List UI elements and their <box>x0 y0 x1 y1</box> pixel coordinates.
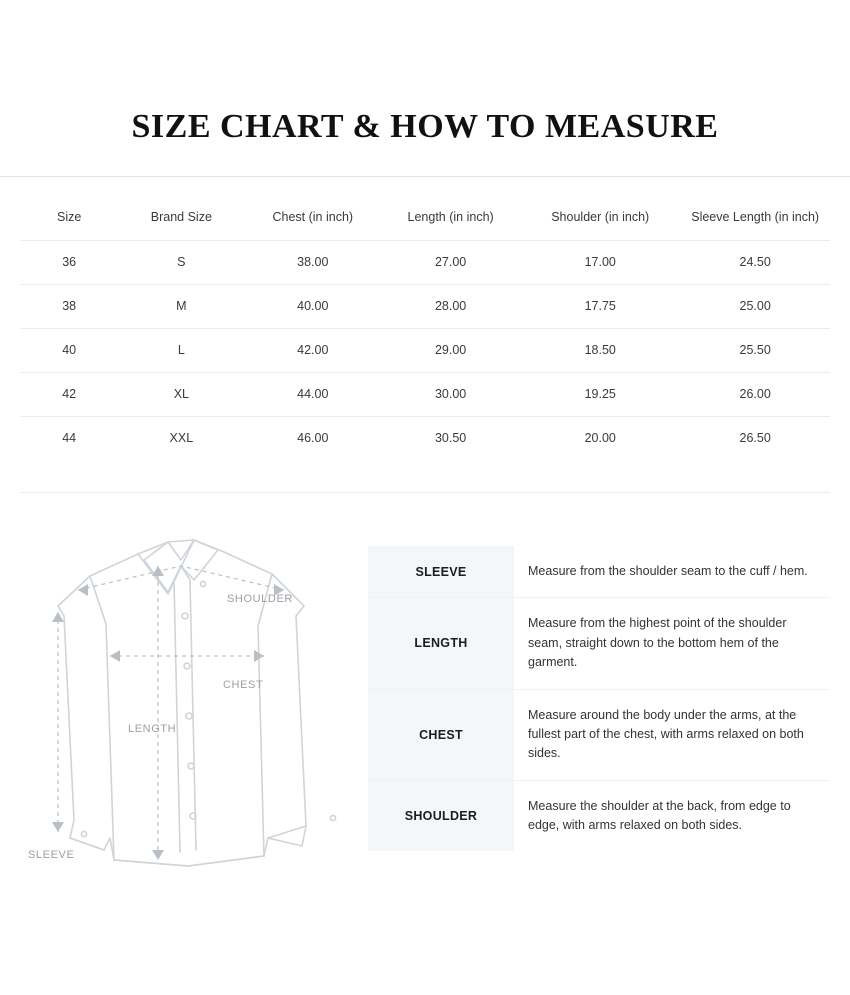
cell-size: 38 <box>20 284 118 328</box>
cell-shoulder: 17.75 <box>520 284 680 328</box>
column-header-length: Length (in inch) <box>407 210 494 224</box>
cell-brand-size: XXL <box>118 416 244 460</box>
cell-size: 42 <box>20 372 118 416</box>
cell-shoulder: 19.25 <box>520 372 680 416</box>
illustration-label-chest: CHEST <box>223 679 264 691</box>
cell-length: 30.50 <box>381 416 520 460</box>
measure-description-length: Measure from the highest point of the shoulder seam, straight down to the bottom hem of the garment. <box>514 598 830 689</box>
cell-length: 30.00 <box>381 372 520 416</box>
cell-shoulder: 20.00 <box>520 416 680 460</box>
cell-chest: 40.00 <box>244 284 381 328</box>
measure-row-length <box>368 598 830 689</box>
measure-row-sleeve <box>368 546 830 598</box>
measure-description-chest: Measure around the body under the arms, at the fullest part of the chest, with arms relaxed on both sides. <box>514 689 830 780</box>
page-title: SIZE CHART & HOW TO MEASURE <box>131 108 719 145</box>
cell-shoulder: 17.00 <box>520 240 680 284</box>
measure-label-sleeve: SLEEVE <box>368 546 514 598</box>
cell-sleeve: 25.00 <box>680 284 830 328</box>
measure-row-shoulder <box>368 780 830 851</box>
measure-label-shoulder: SHOULDER <box>368 780 514 851</box>
cell-sleeve: 25.50 <box>680 328 830 372</box>
cell-brand-size: S <box>118 240 244 284</box>
table-bottom-divider <box>20 492 830 493</box>
column-header-size: Size <box>56 210 82 224</box>
how-to-measure-table <box>368 546 830 851</box>
column-header-shoulder: Shoulder (in inch) <box>551 210 650 224</box>
measure-description-shoulder: Measure the shoulder at the back, from edge to edge, with arms relaxed on both sides. <box>514 780 830 851</box>
illustration-label-length: LENGTH <box>128 723 177 735</box>
table-row <box>20 328 830 372</box>
table-row <box>20 284 830 328</box>
column-header-chest: Chest (in inch) <box>272 210 354 224</box>
column-header-brand-size: Brand Size <box>150 210 212 224</box>
measure-description-sleeve: Measure from the shoulder seam to the cuff / hem. <box>514 546 830 598</box>
cell-chest: 42.00 <box>244 328 381 372</box>
cell-size: 44 <box>20 416 118 460</box>
cell-sleeve: 26.00 <box>680 372 830 416</box>
table-row <box>20 416 830 460</box>
title-divider <box>0 176 850 177</box>
illustration-label-shoulder: SHOULDER <box>227 593 293 605</box>
column-header-sleeve-length: Sleeve Length (in inch) <box>691 210 820 224</box>
cell-size: 40 <box>20 328 118 372</box>
cell-chest: 44.00 <box>244 372 381 416</box>
cell-brand-size: M <box>118 284 244 328</box>
cell-brand-size: XL <box>118 372 244 416</box>
table-row <box>20 240 830 284</box>
measure-row-chest <box>368 689 830 780</box>
table-row <box>20 372 830 416</box>
cell-brand-size: L <box>118 328 244 372</box>
cell-length: 27.00 <box>381 240 520 284</box>
cell-sleeve: 26.50 <box>680 416 830 460</box>
cell-chest: 46.00 <box>244 416 381 460</box>
size-chart-table <box>20 198 830 460</box>
illustration-label-sleeve: SLEEVE <box>28 849 75 861</box>
cell-chest: 38.00 <box>244 240 381 284</box>
page-title-block <box>0 108 850 146</box>
cell-size: 36 <box>20 240 118 284</box>
measure-label-chest: CHEST <box>368 689 514 780</box>
shirt-measurement-illustration <box>18 520 358 880</box>
table-header-row <box>20 198 830 240</box>
cell-length: 29.00 <box>381 328 520 372</box>
measure-label-length: LENGTH <box>368 598 514 689</box>
cell-shoulder: 18.50 <box>520 328 680 372</box>
cell-sleeve: 24.50 <box>680 240 830 284</box>
cell-length: 28.00 <box>381 284 520 328</box>
